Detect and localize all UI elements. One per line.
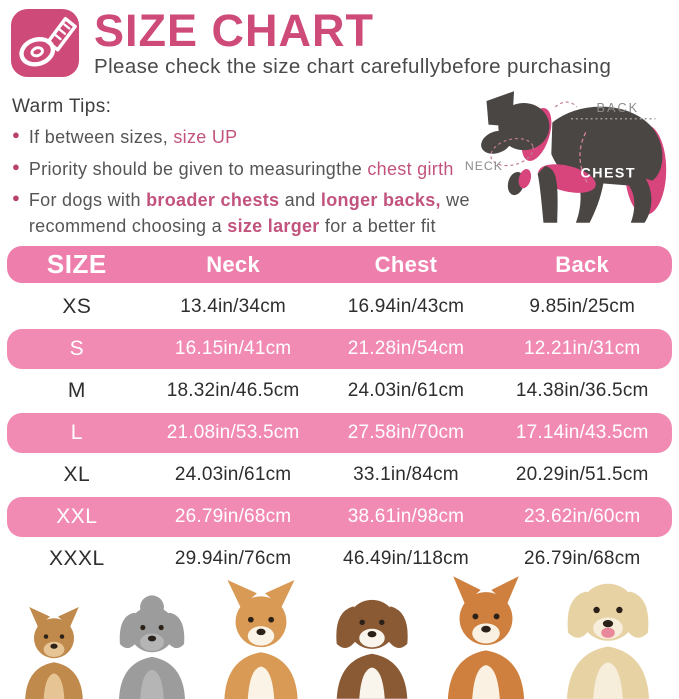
neck-cell: 24.03in/61cm [174,464,292,486]
table-row-m [7,370,672,412]
size-cell: M [67,379,86,403]
neck-cell: 18.32in/46.5cm [166,380,300,402]
size-cell: L [70,421,83,445]
back-cell: 23.62in/60cm [523,506,641,528]
bullet-dot-icon: ● [12,127,20,142]
header-cell-chest: Chest [374,251,438,277]
back-label: BACK [596,99,640,115]
chest-cell: 46.49in/118cm [343,548,469,570]
page-subtitle: Please check the size chart carefullybefore purchasing [94,54,612,78]
measuring-tape-icon [10,8,80,78]
header [0,0,679,92]
table-row-l [7,413,672,453]
dog-photo-corgi [210,577,312,699]
size-cell: XXXL [48,547,105,571]
neck-label: NECK [464,158,503,173]
size-cell: XS [62,295,92,319]
dog-photo-poodle [106,589,198,699]
tip-3-mid-1: and [279,190,321,211]
header-text [94,5,612,79]
tip-item-3 [12,188,472,239]
tip-3-post: for a better fit [319,215,436,236]
tip-3-highlight-2: longer backs, [320,190,441,211]
warm-tips-section [0,92,472,239]
chest-label: CHEST [580,165,637,182]
chest-cell: 33.1in/84cm [353,464,459,486]
table-header-row [7,246,672,283]
bullet-dot-icon: ● [12,190,20,206]
header-cell-back: Back [555,251,610,277]
tip-1-highlight: size UP [173,127,238,147]
chest-cell: 27.58in/70cm [347,422,465,444]
tip-text [29,157,454,183]
size-table [7,246,672,580]
tip-item-1 [12,125,472,151]
table-row-xs [7,286,672,328]
back-cell: 26.79in/68cm [523,548,641,570]
tip-3-highlight-1: broader chests [146,190,280,211]
dog-measurement-diagram [461,82,677,232]
back-cell: 9.85in/25cm [529,296,636,318]
back-cell: 17.14in/43.5cm [515,422,649,444]
neck-cell: 26.79in/68cm [174,506,292,528]
tip-text [29,125,238,151]
bullet-dot-icon: ● [12,158,20,174]
neck-cell: 16.15in/41cm [174,338,292,360]
table-row-xxl [7,497,672,537]
dog-photo-yorkshire-terrier [14,603,94,699]
dog-photo-beagle [323,581,421,699]
size-cell: S [69,337,85,361]
warm-tips-heading: Warm Tips: [12,96,112,117]
tip-1-pre: If between sizes, [28,127,174,147]
neck-cell: 29.94in/76cm [174,548,292,570]
tip-3-pre: For dogs with [28,190,147,211]
dog-photo-golden-retriever [551,562,665,699]
back-cell: 12.21in/31cm [523,338,641,360]
header-cell-size: SIZE [46,249,107,280]
page-title: SIZE CHART [94,5,374,56]
chest-cell: 38.61in/98cm [347,506,465,528]
tip-3-mid-2: we recommend choosing a [28,190,470,236]
table-row-s [7,329,672,369]
tip-text [29,188,472,239]
neck-cell: 21.08in/53.5cm [166,422,300,444]
chest-cell: 24.03in/61cm [347,380,465,402]
table-row-xl [7,454,672,496]
back-cell: 20.29in/51.5cm [515,464,649,486]
chest-cell: 16.94in/43cm [347,296,465,318]
back-cell: 14.38in/36.5cm [515,380,649,402]
neck-cell: 13.4in/34cm [180,296,286,318]
tip-3-highlight-3: size larger [227,215,320,236]
header-cell-neck: Neck [206,251,260,277]
size-cell: XXL [56,505,98,529]
size-cell: XL [63,463,91,487]
tip-item-2 [12,157,472,183]
dog-photos-row [0,557,679,699]
tip-2-pre: Priority should be given to measuringthe [28,158,368,179]
tip-2-highlight: chest girth [367,158,454,179]
dog-photo-shiba-inu [433,572,539,699]
chest-cell: 21.28in/54cm [347,338,465,360]
